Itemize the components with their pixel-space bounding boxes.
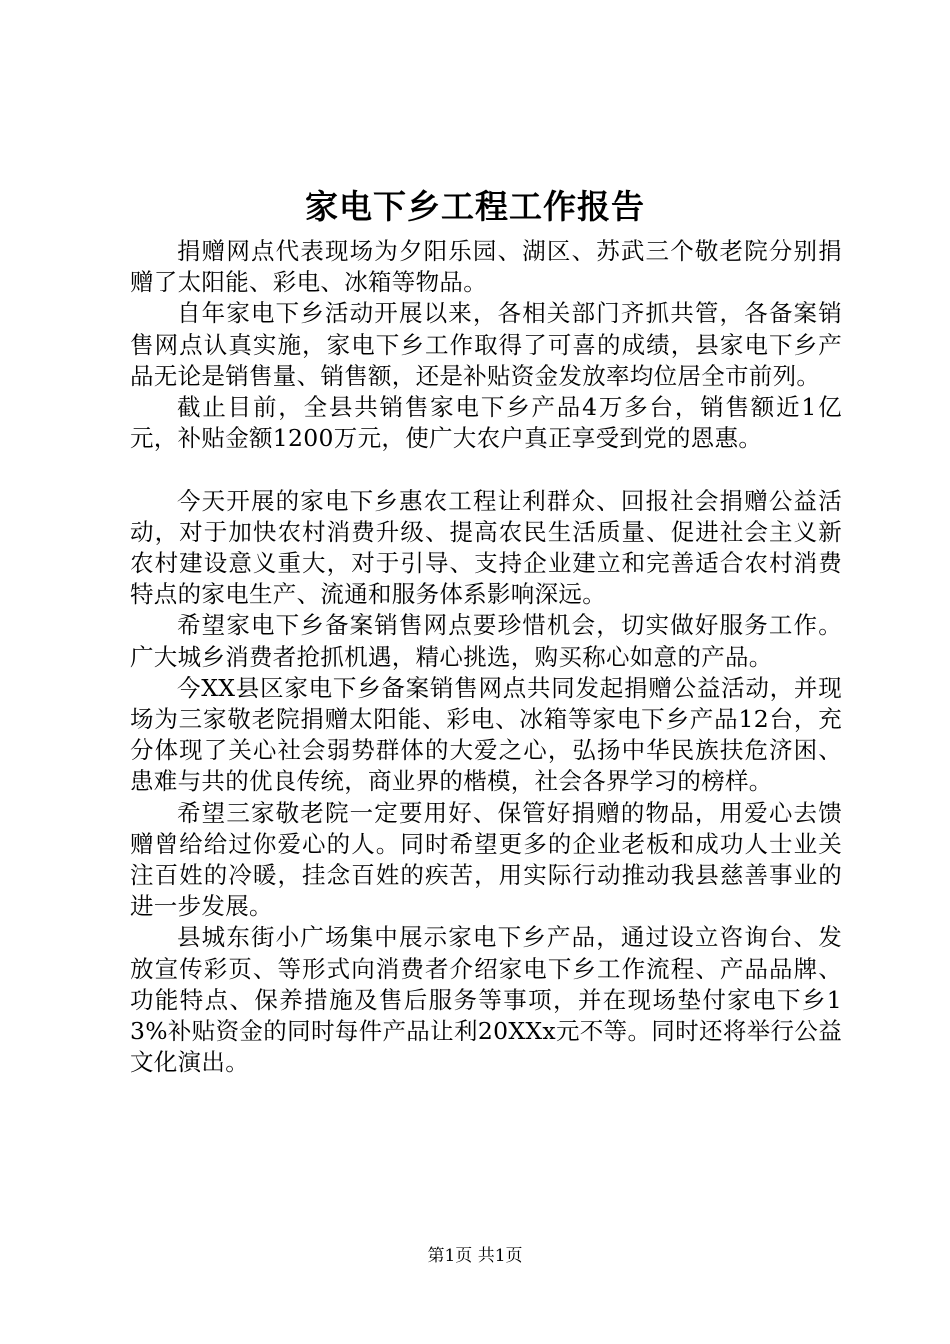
paragraph-3: 截止目前，全县共销售家电下乡产品4万多台，销售额近1亿元，补贴金额1200万元，使广大农户真正享受到党的恩惠。 (130, 393, 842, 453)
paragraph-8: 县城东街小广场集中展示家电下乡产品，通过设立咨询台、发放宣传彩页、等形式向消费者介绍家电下乡工作流程、产品品牌、功能特点、保养措施及售后服务等事项，并在现场垫付家电下乡13%补贴资金的同时每件产品让利20XXx元不等。同时还将举行公益文化演出。 (130, 923, 842, 1077)
paragraph-5: 希望家电下乡备案销售网点要珍惜机会，切实做好服务工作。广大城乡消费者抢抓机遇，精心挑选，购买称心如意的产品。 (130, 611, 842, 671)
blank-line (130, 454, 842, 485)
paragraph-1: 捐赠网点代表现场为夕阳乐园、湖区、苏武三个敬老院分别捐赠了太阳能、彩电、冰箱等物品。 (130, 237, 842, 297)
page-footer: 第1页 共1页 (427, 1246, 523, 1266)
paragraph-4: 今天开展的家电下乡惠农工程让利群众、回报社会捐赠公益活动，对于加快农村消费升级、提高农民生活质量、促进社会主义新农村建设意义重大，对于引导、支持企业建立和完善适合农村消费特点的家电生产、流通和服务体系影响深远。 (130, 486, 842, 609)
paragraph-7: 希望三家敬老院一定要用好、保管好捐赠的物品，用爱心去馈赠曾给给过你爱心的人。同时希望更多的企业老板和成功人士业关注百姓的冷暖，挂念百姓的疾苦，用实际行动推动我县慈善事业的进一步发展。 (130, 798, 842, 921)
document-body (130, 236, 842, 1078)
paragraph-6: 今XX县区家电下乡备案销售网点共同发起捐赠公益活动，并现场为三家敬老院捐赠太阳能、彩电、冰箱等家电下乡产品12台，充分体现了关心社会弱势群体的大爱之心，弘扬中华民族扶危济困、患难与共的优良传统，商业界的楷模，社会各界学习的榜样。 (130, 673, 842, 796)
paragraph-2: 自年家电下乡活动开展以来，各相关部门齐抓共管，各备案销售网点认真实施，家电下乡工作取得了可喜的成绩，县家电下乡产品无论是销售量、销售额，还是补贴资金发放率均位居全市前列。 (130, 299, 842, 390)
document-title: 家电下乡工程工作报告 (305, 187, 645, 226)
